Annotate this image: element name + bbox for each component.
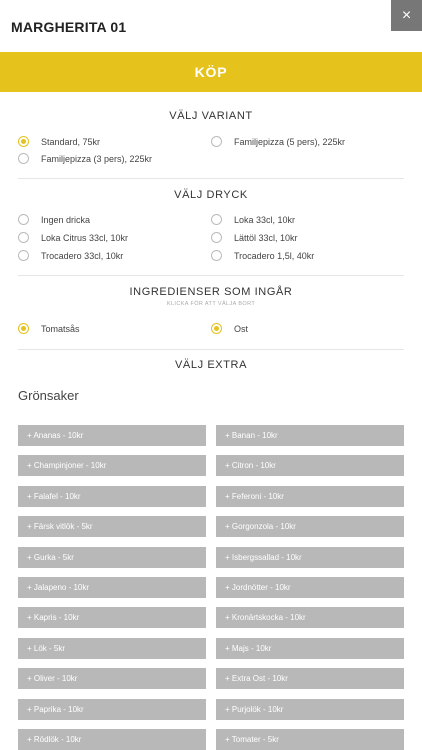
extra-item-button[interactable]: + Lök - 5kr (18, 638, 206, 659)
radio-icon (211, 214, 222, 225)
product-title: MARGHERITA 01 (11, 19, 127, 35)
extra-item-button[interactable]: + Oliver - 10kr (18, 668, 206, 689)
drink-option[interactable] (211, 214, 295, 225)
radio-icon (211, 232, 222, 243)
ingredient-option[interactable] (18, 323, 80, 334)
radio-icon (18, 250, 29, 261)
variant-option[interactable] (18, 153, 152, 164)
ingredients-section-title: INGREDIENSER SOM INGÅR (129, 286, 293, 298)
close-icon[interactable]: × (391, 0, 422, 31)
extra-item-button[interactable]: + Jordnötter - 10kr (216, 577, 404, 598)
drink-option[interactable] (18, 232, 128, 243)
radio-icon (18, 214, 29, 225)
radio-icon (18, 153, 29, 164)
drink-option[interactable] (211, 232, 298, 243)
extra-item-button[interactable]: + Rödlök - 10kr (18, 729, 206, 750)
variant-option-label: Familjepizza (5 pers), 225kr (234, 136, 346, 147)
variant-option-label: Familjepizza (3 pers), 225kr (41, 153, 153, 164)
extra-item-button[interactable]: + Kronärtskocka - 10kr (216, 607, 404, 628)
extra-item-button[interactable]: + Ananas - 10kr (18, 425, 206, 446)
extra-item-button[interactable]: + Paprika - 10kr (18, 699, 206, 720)
radio-icon (211, 250, 222, 261)
extra-item-button[interactable]: + Purjolök - 10kr (216, 699, 404, 720)
extra-item-button[interactable]: + Feferoni - 10kr (216, 486, 404, 507)
drink-option[interactable] (18, 214, 90, 225)
radio-icon (18, 323, 29, 334)
drink-option[interactable] (18, 250, 123, 261)
section-divider (18, 349, 404, 350)
extra-item-button[interactable]: + Isbergssallad - 10kr (216, 547, 404, 568)
ingredient-option-label: Tomatsås (41, 323, 80, 334)
modal-header (0, 0, 422, 52)
section-divider (18, 275, 404, 276)
extra-group-label: Grönsaker (18, 388, 79, 403)
drink-section-title: VÄLJ DRYCK (174, 189, 248, 201)
radio-icon (18, 136, 29, 147)
drink-option-label: Loka Citrus 33cl, 10kr (41, 232, 129, 243)
extra-item-button[interactable]: + Citron - 10kr (216, 455, 404, 476)
variant-option-label: Standard, 75kr (41, 136, 101, 147)
extra-item-button[interactable]: + Kapris - 10kr (18, 607, 206, 628)
extra-item-button[interactable]: + Jalapeno - 10kr (18, 577, 206, 598)
extra-item-button[interactable]: + Majs - 10kr (216, 638, 404, 659)
drink-option-label: Trocadero 33cl, 10kr (41, 250, 124, 261)
drink-option-label: Loka 33cl, 10kr (234, 214, 296, 225)
section-divider (18, 178, 404, 179)
extra-item-button[interactable]: + Extra Ost - 10kr (216, 668, 404, 689)
extra-item-button[interactable]: + Falafel - 10kr (18, 486, 206, 507)
buy-button[interactable]: KÖP (0, 52, 422, 92)
extra-section-title: VÄLJ EXTRA (174, 359, 248, 371)
ingredients-subtitle: KLICKA FÖR ATT VÄLJA BORT (166, 301, 256, 307)
variant-option[interactable] (18, 136, 100, 147)
drink-option-label: Trocadero 1,5l, 40kr (234, 250, 315, 261)
radio-icon (18, 232, 29, 243)
extra-item-button[interactable]: + Färsk vitlök - 5kr (18, 516, 206, 537)
extra-item-button[interactable]: + Gurka - 5kr (18, 547, 206, 568)
drink-option-label: Lättöl 33cl, 10kr (234, 232, 298, 243)
drink-option[interactable] (211, 250, 314, 261)
extra-item-button[interactable]: + Tomater - 5kr (216, 729, 404, 750)
extra-item-button[interactable]: + Champinjoner - 10kr (18, 455, 206, 476)
variant-section-title: VÄLJ VARIANT (169, 110, 253, 122)
ingredient-option-label: Ost (234, 323, 249, 334)
radio-icon (211, 323, 222, 334)
variant-option[interactable] (211, 136, 345, 147)
radio-icon (211, 136, 222, 147)
ingredient-option[interactable] (211, 323, 248, 334)
extra-item-button[interactable]: + Gorgonzola - 10kr (216, 516, 404, 537)
drink-option-label: Ingen dricka (41, 214, 91, 225)
extra-item-button[interactable]: + Banan - 10kr (216, 425, 404, 446)
